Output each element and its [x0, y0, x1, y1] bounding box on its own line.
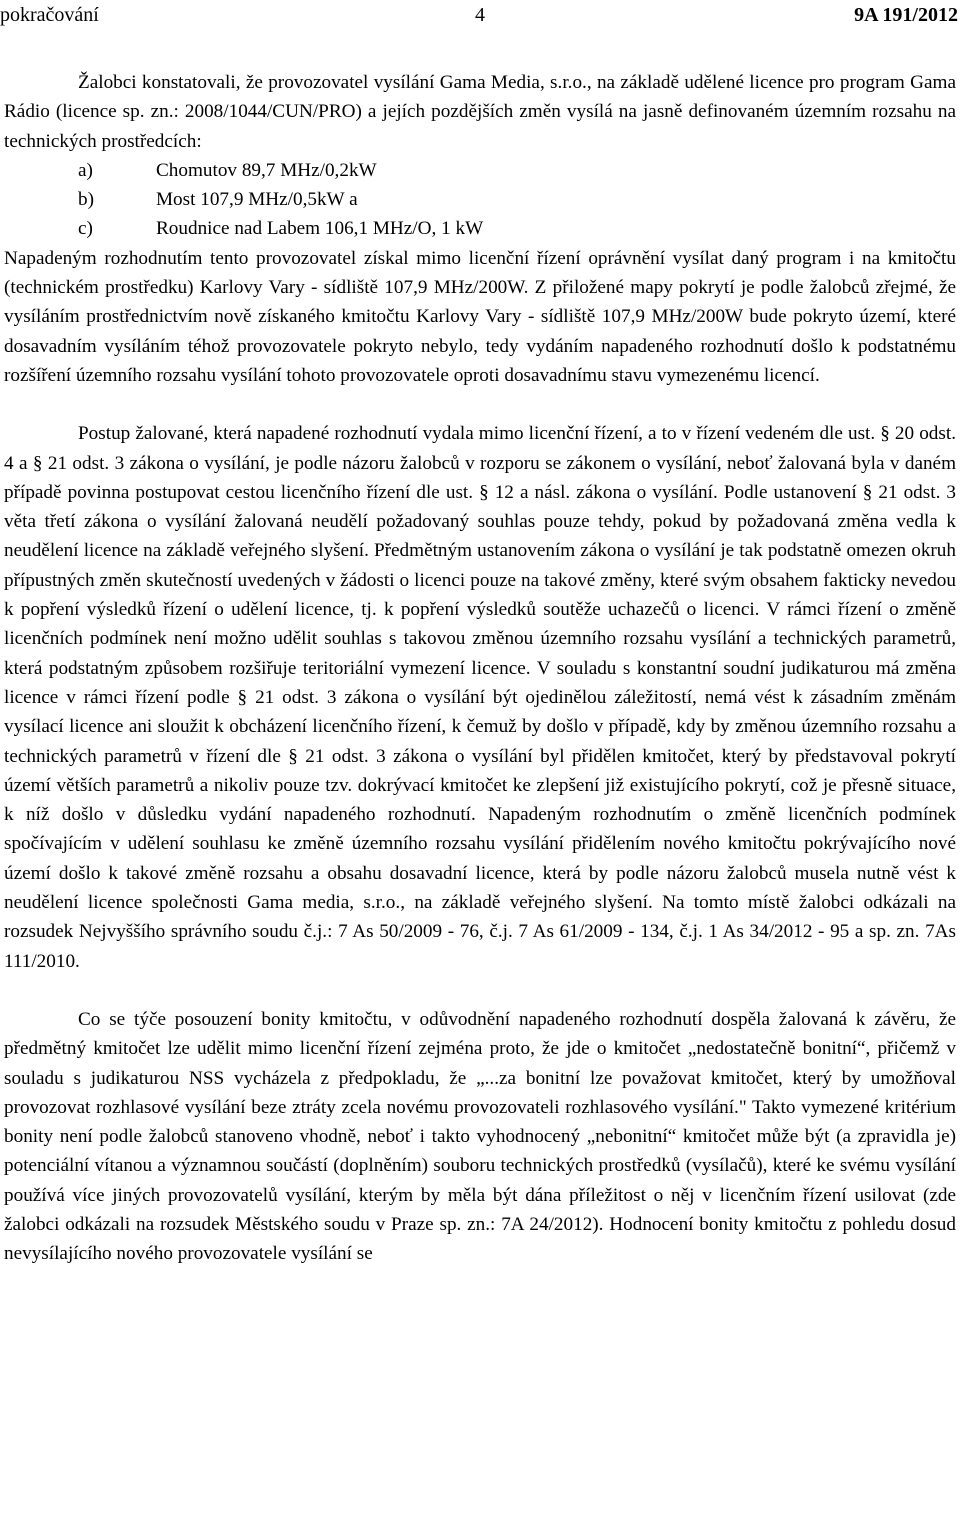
- document-body: [4, 68, 956, 1269]
- list-item: [4, 185, 956, 214]
- list-marker: a): [78, 159, 93, 181]
- list-marker: c): [78, 218, 93, 240]
- page-header: [0, 2, 960, 32]
- paragraph-spacer: [4, 390, 956, 419]
- list-item: [4, 156, 956, 185]
- case-number: 9A 191/2012: [854, 4, 958, 26]
- transmitter-list: [4, 156, 956, 244]
- page-number: 4: [475, 4, 485, 26]
- list-marker: b): [78, 189, 94, 211]
- paragraph-spacer: [4, 976, 956, 1005]
- list-item-text: Most 107,9 MHz/0,5kW a: [156, 189, 358, 211]
- list-item-text: Roudnice nad Labem 106,1 MHz/O, 1 kW: [156, 218, 484, 240]
- paragraph-procedure: Postup žalované, která napadené rozhodnutí vydala mimo licenční řízení, a to v řízení vedeném dle ust. § 20 odst. 4 a § 21 odst. 3 zákona o vysílání, je podle názoru žalobců v rozporu se zákonem o vysílání, neboť žalovaná byla v daném případě povinna postupovat cestou licenčního řízení dle ust. § 12 a násl. zákona o vysílání. Podle ustanovení § 21 odst. 3 věta třetí zákona o vysílání žalovaná neudělí požadovaný souhlas pouze tehdy, pokud by požadovaná změna vedla k neudělení licence na základě veřejného slyšení. Předmětným ustanovením zákona o vysílání je tak podstatně omezen okruh přípustných změn skutečností uvedených v žádosti o licenci pouze na takové změny, které svým obsahem fakticky nevedou k popření výsledků řízení o udělení licence, tj. k popření výsledků soutěže uchazečů o licenci. V rámci řízení o změně licenčních podmínek není možno udělit souhlas s takovou změnou územního rozsahu vysílání a technických parametrů, která podstatným způsobem rozšiřuje teritoriální vymezení licence. V souladu s konstantní soudní judikaturou má změna licence v rámci řízení podle § 21 odst. 3 zákona o vysílání být ojedinělou záležitostí, nemá vést k zásadním změnám vysílací licence ani sloužit k obcházení licenčního řízení, k čemuž by došlo v případě, kdy by změnou územního rozsahu a technických parametrů v řízení dle § 21 odst. 3 zákona o vysílání byl přidělen kmitočet, který by představoval pokrytí území větších parametrů a nikoliv pouze tzv. dokrývací kmitočet ke zlepšení již existujícího pokrytí, což je přesně situace, k níž došlo v důsledku vydání napadeného rozhodnutí. Napadeným rozhodnutím o změně licenčních podmínek spočívajícím v udělení souhlasu ke změně územního rozsahu vysílání přidělením nového kmitočtu pokrývajícího nové území došlo k takové změně rozsahu a obsahu dosavadní licence, která by podle názoru žalobců musela nutně vést k neudělení licence společnosti Gama media, s.r.o., na základě veřejného slyšení. Na tomto místě žalobci odkázali na rozsudek Nejvyššího správního soudu č.j.: 7 As 50/2009 - 76, č.j. 7 As 61/2009 - 134, č.j. 1 As 34/2012 - 95 a sp. zn. 7As 111/2010.: [4, 423, 956, 972]
- list-item: [4, 214, 956, 243]
- paragraph-bonity: Co se týče posouzení bonity kmitočtu, v odůvodnění napadeného rozhodnutí dospěla žalovaná k závěru, že předmětný kmitočet lze udělit mimo licenční řízení zejména proto, že jde o kmitočet „nedostatečně bonitní“, přičemž v souladu s judikaturou NSS vycházela z předpokladu, že „...za bonitní lze považovat kmitočet, který by umožňoval provozovat rozhlasové vysílání beze ztráty zcela novému provozovateli rozhlasového vysílání." Takto vymezené kritérium bonity není podle žalobců stanoveno vhodně, neboť i takto vyhodnocený „nebonitní“ kmitočet může být (a zpravidla je) potenciální vítanou a významnou součástí (doplněním) souboru technických prostředků (vysílačů), které ke svému vysílání používá více jiných provozovatelů vysílání, kterým by měla být dána příležitost o něj v licenčním řízení usilovat (zde žalobci odkázali na rozsudek Městského soudu v Praze sp. zn.: 7A 24/2012). Hodnocení bonity kmitočtu z pohledu dosud nevysílajícího nového provozovatele vysílání se: [4, 1008, 956, 1265]
- continuation-label: pokračování: [0, 4, 99, 26]
- paragraph-decision: Napadeným rozhodnutím tento provozovatel získal mimo licenční řízení oprávnění vysílat daný program i na kmitočtu (technickém prostředku) Karlovy Vary - sídliště 107,9 MHz/200W. Z přiložené mapy pokrytí je podle žalobců zřejmé, že vysíláním prostřednictvím nově získaného kmitočtu Karlovy Vary - sídliště 107,9 MHz/200W bude pokryto území, které dosavadním vysíláním téhož provozovatele pokryto nebylo, tedy vydáním napadeného rozhodnutí došlo k podstatnému rozšíření územního rozsahu vysílání tohoto provozovatele oproti dosavadnímu stavu vymezenému licencí.: [4, 247, 956, 386]
- list-item-text: Chomutov 89,7 MHz/0,2kW: [156, 159, 377, 181]
- paragraph-intro: Žalobci konstatovali, že provozovatel vysílání Gama Media, s.r.o., na základě udělené licence pro program Gama Rádio (licence sp. zn.: 2008/1044/CUN/PRO) a jejích pozdějších změn vysílá na jasně definovaném územním rozsahu na technických prostředcích:: [4, 72, 956, 152]
